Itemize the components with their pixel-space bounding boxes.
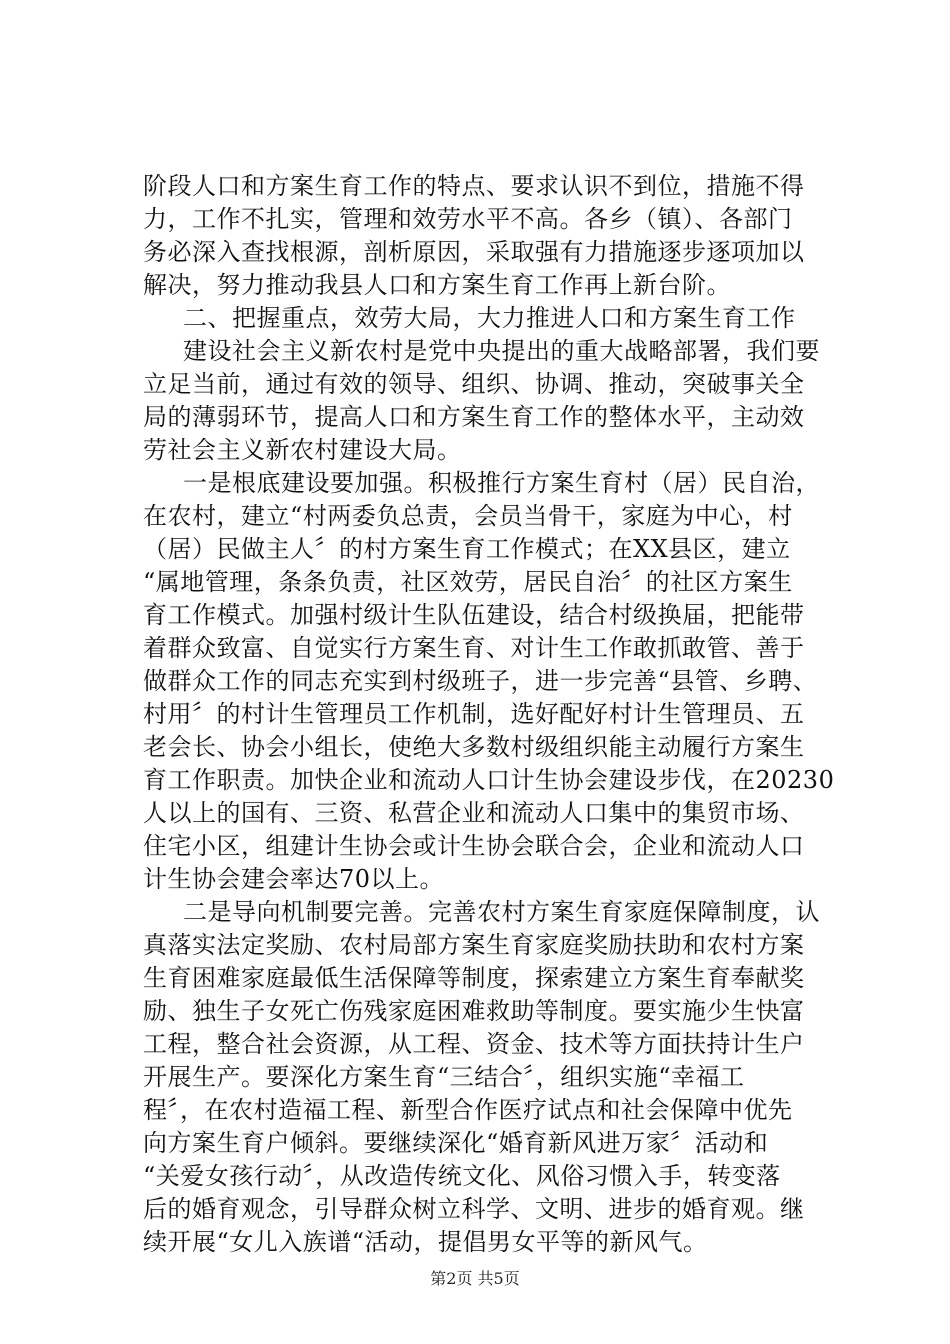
text-line: 局的薄弱环节，提高人口和方案生育工作的整体水平，主动效 (143, 403, 805, 431)
text-line: 在农村，建立“村两委负总责，会员当骨干，家庭为中心，村 (143, 502, 793, 530)
section-heading: 二、把握重点，效劳大局，大力推进人口和方案生育工作 (183, 304, 796, 332)
page-number-footer: 第2页 共5页 (430, 1269, 520, 1288)
text-line: 力，工作不扎实，管理和效劳水平不高。各乡（镇）、各部门 (143, 205, 793, 233)
text-line: 解决，努力推动我县人口和方案生育工作再上新台阶。 (143, 271, 731, 299)
text-line: 着群众致富、自觉实行方案生育、对计生工作敢抓敢管、善于 (143, 634, 805, 662)
text-line: 励、独生子女死亡伤残家庭困难救助等制度。要实施少生快富 (143, 997, 805, 1025)
text-line: 开展生产。要深化方案生育“三结合〞，组织实施“幸福工 (143, 1063, 745, 1091)
text-line: 向方案生育户倾斜。要继续深化“婚育新风进万家〞活动和 (143, 1129, 769, 1157)
text-line: 做群众工作的同志充实到村级班子，进一步完善“县管、乡聘、 (143, 667, 818, 695)
text-line: 育工作模式。加强村级计生队伍建设，结合村级换届，把能带 (143, 601, 805, 629)
text-line: 工程，整合社会资源，从工程、资金、技术等方面扶持计生户 (143, 1030, 805, 1058)
text-line: 后的婚育观念，引导群众树立科学、文明、进步的婚育观。继 (143, 1195, 805, 1223)
text-line: 续开展“女儿入族谱“活动，提倡男女平等的新风气。 (143, 1228, 708, 1256)
text-line: 生育困难家庭最低生活保障等制度，探索建立方案生育奉献奖 (143, 964, 805, 992)
text-line: 育工作职责。加快企业和流动人口计生协会建设步伐，在20230 (143, 766, 835, 794)
document-body (143, 170, 835, 1259)
text-line: “关爱女孩行动〞，从改造传统文化、风俗习惯入手，转变落 (143, 1162, 781, 1190)
paragraph-start: 一是根底建设要加强。积极推行方案生育村（居）民自治， (183, 469, 820, 497)
paragraph-start: 建设社会主义新农村是党中央提出的重大战略部署，我们要 (183, 337, 820, 365)
text-line: 老会长、协会小组长，使绝大多数村级组织能主动履行方案生 (143, 733, 805, 761)
text-line: “属地管理，条条负责，社区效劳，居民自治〞的社区方案生 (143, 568, 793, 596)
text-line: 立足当前，通过有效的领导、组织、协调、推动，突破事关全 (143, 370, 805, 398)
text-line: 阶段人口和方案生育工作的特点、要求认识不到位，措施不得 (143, 172, 805, 200)
text-line: 村用〞的村计生管理员工作机制，选好配好村计生管理员、五 (143, 700, 805, 728)
paragraph-start: 二是导向机制要完善。完善农村方案生育家庭保障制度，认 (183, 898, 820, 926)
text-line: 计生协会建会率达70以上。 (143, 865, 445, 893)
text-line: （居）民做主人〞的村方案生育工作模式；在XX县区，建立 (143, 535, 791, 563)
text-line: 住宅小区，组建计生协会或计生协会联合会，企业和流动人口 (143, 832, 805, 860)
text-line: 人以上的国有、三资、私营企业和流动人口集中的集贸市场、 (143, 799, 805, 827)
text-line: 真落实法定奖励、农村局部方案生育家庭奖励扶助和农村方案 (143, 931, 805, 959)
text-line: 程〞，在农村造福工程、新型合作医疗试点和社会保障中优先 (143, 1096, 793, 1124)
text-line: 劳社会主义新农村建设大局。 (143, 436, 462, 464)
text-line: 务必深入查找根源，剖析原因，采取强有力措施逐步逐项加以 (143, 238, 805, 266)
